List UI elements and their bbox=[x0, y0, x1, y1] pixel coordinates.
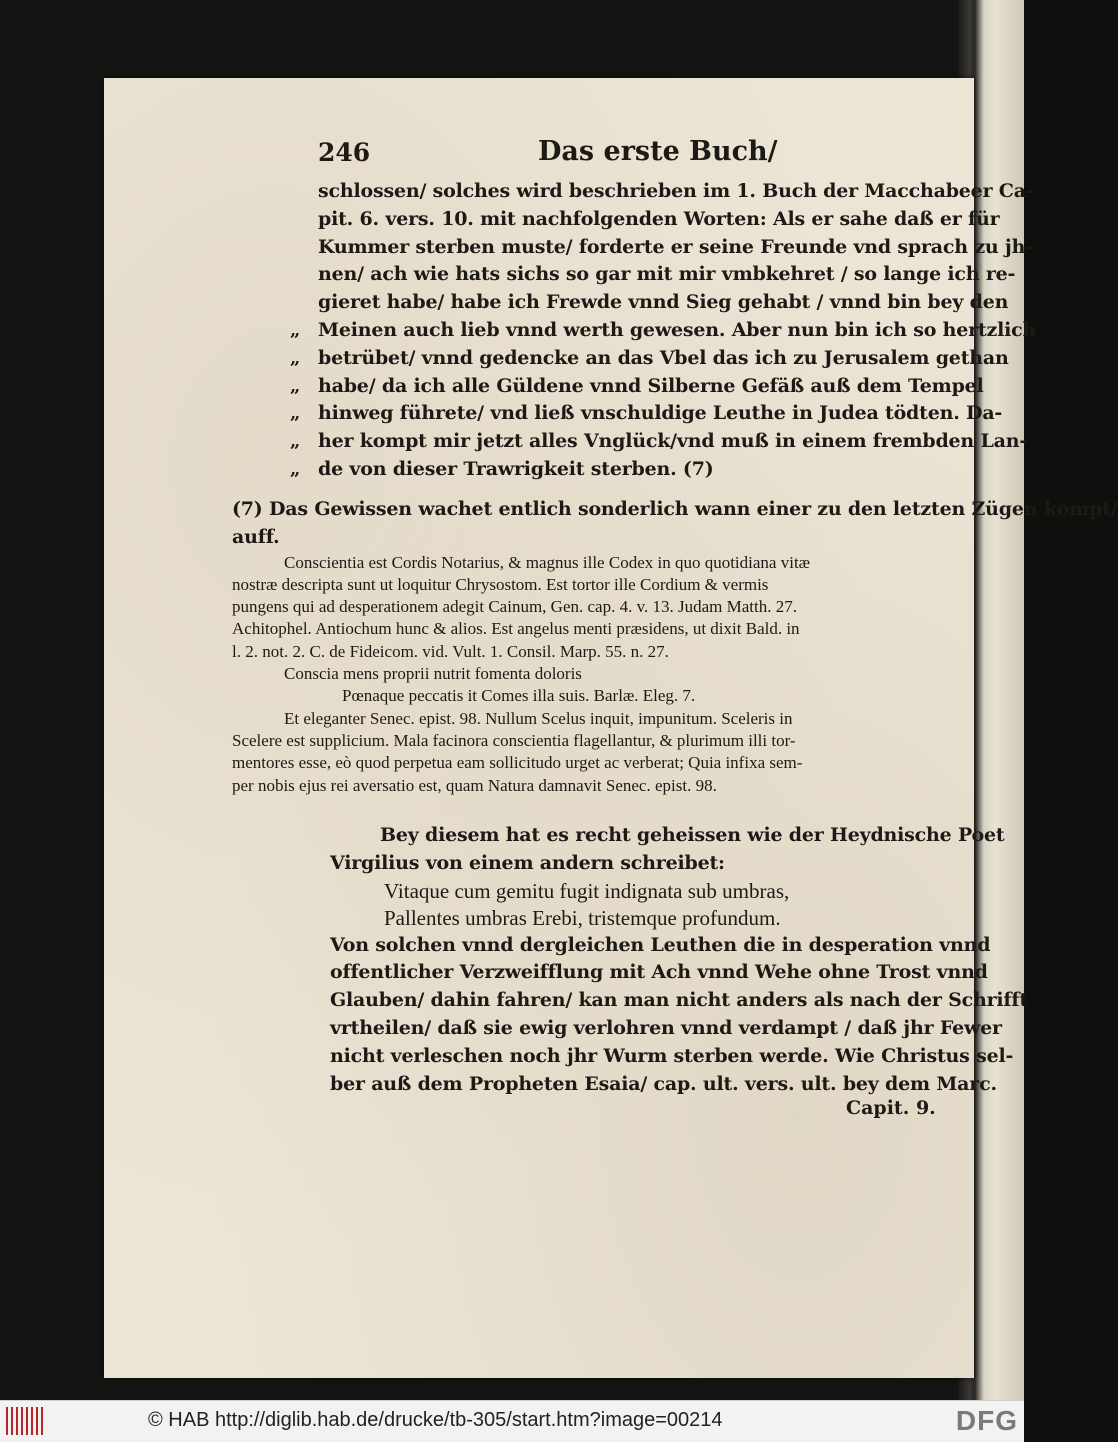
running-head: Das erste Buch/ bbox=[538, 136, 778, 167]
viewer-footer bbox=[0, 1400, 1024, 1442]
text-line bbox=[232, 574, 942, 596]
text-line bbox=[330, 850, 940, 878]
lower-text bbox=[330, 822, 1028, 1098]
text-line bbox=[232, 496, 1118, 524]
text-line bbox=[330, 878, 940, 905]
text-line-content: Conscia mens proprii nutrit fomenta doloris bbox=[284, 664, 582, 684]
text-line bbox=[330, 1071, 997, 1099]
text-line-content: mentores esse, eò quod perpetua eam sollicitudo urget ac verberat; Quia infixa sem- bbox=[232, 753, 803, 773]
text-line bbox=[318, 178, 1034, 206]
text-line bbox=[232, 641, 942, 663]
text-line-content: Virgilius von einem andern schreibet: bbox=[330, 851, 725, 874]
text-line bbox=[232, 618, 942, 640]
text-line-content: vrtheilen/ daß sie ewig verlohren vnnd verdampt / daß jhr Fewer bbox=[330, 1016, 1002, 1039]
text-line bbox=[290, 456, 938, 484]
quote-mark: „ bbox=[290, 319, 301, 341]
text-line-content: Kummer sterben muste/ forderte er seine Freunde vnd sprach zu jh- bbox=[318, 235, 1033, 258]
text-line-content: Bey diesem hat es recht geheissen wie der Heydnische Poet bbox=[380, 824, 1005, 846]
text-line-content: Conscientia est Cordis Notarius, & magnus ille Codex in quo quotidiana vitæ bbox=[284, 552, 811, 572]
text-line bbox=[232, 775, 942, 797]
text-line-content: Pœnaque peccatis it Comes illa suis. Barlæ. Eleg. 7. bbox=[342, 686, 696, 706]
text-line-content: auff. bbox=[232, 525, 280, 548]
text-line-content: Glauben/ dahin fahren/ kan man nicht anders als nach der Schrifft bbox=[330, 989, 1028, 1012]
footnote-block bbox=[232, 496, 1118, 797]
text-line bbox=[318, 234, 1033, 262]
text-line bbox=[290, 373, 984, 401]
text-line bbox=[330, 905, 940, 932]
page-header bbox=[318, 138, 938, 174]
quote-mark: „ bbox=[290, 403, 301, 425]
text-line-content: Vitaque cum gemitu fugit indignata sub umbras, bbox=[384, 878, 790, 903]
text-line bbox=[330, 932, 991, 960]
quote-mark: „ bbox=[290, 431, 301, 453]
text-line-content: Pallentes umbras Erebi, tristemque profundum. bbox=[384, 905, 781, 930]
copyright-link[interactable]: © HAB http://diglib.hab.de/drucke/tb-305/start.htm?image=00214 bbox=[148, 1409, 723, 1431]
text-line bbox=[318, 206, 1000, 234]
quote-mark: „ bbox=[290, 347, 301, 369]
text-line bbox=[232, 663, 942, 685]
text-line-content: (7) Das Gewissen wachet entlich sonderlich wann einer zu den letzten Zügen kompt/ bbox=[232, 498, 1118, 520]
text-line-content: Et eleganter Senec. epist. 98. Nullum Scelus inquit, impunitum. Sceleris in bbox=[284, 708, 793, 728]
quote-mark: „ bbox=[290, 458, 301, 480]
text-line-content: pungens qui ad desperationem adegit Cainum, Gen. cap. 4. v. 13. Judam Matth. 27. bbox=[232, 597, 797, 617]
text-line bbox=[290, 400, 1003, 428]
text-line bbox=[330, 822, 1005, 850]
text-line-content: hinweg führete/ vnd ließ vnschuldige Leuthe in Judea tödten. Da- bbox=[318, 402, 1003, 425]
text-line-content: her kompt mir jetzt alles Vnglück/vnd muß in einem frembden Lan- bbox=[318, 430, 1028, 453]
text-line-content: schlossen/ solches wird beschrieben im 1. Buch der Macchabeer Ca- bbox=[318, 180, 1034, 202]
text-line bbox=[232, 524, 942, 552]
text-line-content: habe/ da ich alle Güldene vnnd Silberne Gefäß auß dem Tempel bbox=[318, 374, 984, 397]
text-line bbox=[232, 552, 942, 574]
text-line-content: Scelere est supplicium. Mala facinora conscientia flagellantur, & plurimum illi tor- bbox=[232, 730, 796, 750]
main-text bbox=[290, 178, 1037, 484]
text-line bbox=[290, 345, 1009, 373]
text-line-content: de von dieser Trawrigkeit sterben. (7) bbox=[318, 457, 714, 480]
text-line bbox=[290, 428, 1028, 456]
page-number: 246 bbox=[318, 138, 371, 167]
text-line-content: ber auß dem Propheten Esaia/ cap. ult. vers. ult. bey dem Marc. bbox=[330, 1072, 997, 1095]
text-line bbox=[232, 596, 942, 618]
text-line-content: nicht verleschen noch jhr Wurm sterben werde. Wie Christus sel- bbox=[330, 1044, 1014, 1067]
text-line-content: nen/ ach wie hats sichs so gar mit mir vmbkehret / so lange ich re- bbox=[318, 263, 1016, 286]
text-line bbox=[290, 317, 1037, 345]
text-line bbox=[330, 959, 988, 987]
text-line-content: gieret habe/ habe ich Frewde vnnd Sieg gehabt / vnnd bin bey den bbox=[318, 291, 1009, 314]
text-line-content: Von solchen vnnd dergleichen Leuthen die in desperation vnnd bbox=[330, 933, 991, 956]
catchword: Capit. 9. bbox=[846, 1097, 936, 1119]
text-line bbox=[330, 1043, 1014, 1071]
quote-mark: „ bbox=[290, 375, 301, 397]
text-line-content: per nobis ejus rei aversatio est, quam Natura damnavit Senec. epist. 98. bbox=[232, 775, 717, 795]
text-line bbox=[232, 730, 942, 752]
hab-logo-icon bbox=[6, 1407, 46, 1435]
text-line bbox=[318, 289, 1009, 317]
text-line bbox=[232, 708, 942, 730]
dfg-logo: DFG bbox=[955, 1405, 1018, 1436]
text-line-content: betrübet/ vnnd gedencke an das Vbel das ich zu Jerusalem gethan bbox=[318, 346, 1009, 369]
text-line-content: Meinen auch lieb vnnd werth gewesen. Aber nun bin ich so hertzlich bbox=[318, 318, 1037, 341]
text-line-content: offentlicher Verzweifflung mit Ach vnnd Wehe ohne Trost vnnd bbox=[330, 961, 988, 984]
text-line-content: nostræ descripta sunt ut loquitur Chrysostom. Est tortor ille Cordium & vermis bbox=[232, 574, 769, 594]
text-line bbox=[232, 752, 942, 774]
text-line-content: Achitophel. Antiochum hunc & alios. Est angelus menti præsidens, ut dixit Bald. in bbox=[232, 619, 800, 639]
text-line-content: pit. 6. vers. 10. mit nachfolgenden Worten: Als er sahe daß er für bbox=[318, 207, 1000, 230]
text-line bbox=[318, 261, 1016, 289]
text-line bbox=[232, 685, 942, 707]
text-line-content: l. 2. not. 2. C. de Fideicom. vid. Vult. 1. Consil. Marp. 55. n. 27. bbox=[232, 641, 669, 661]
text-line bbox=[330, 1015, 1002, 1043]
text-line bbox=[330, 987, 1028, 1015]
